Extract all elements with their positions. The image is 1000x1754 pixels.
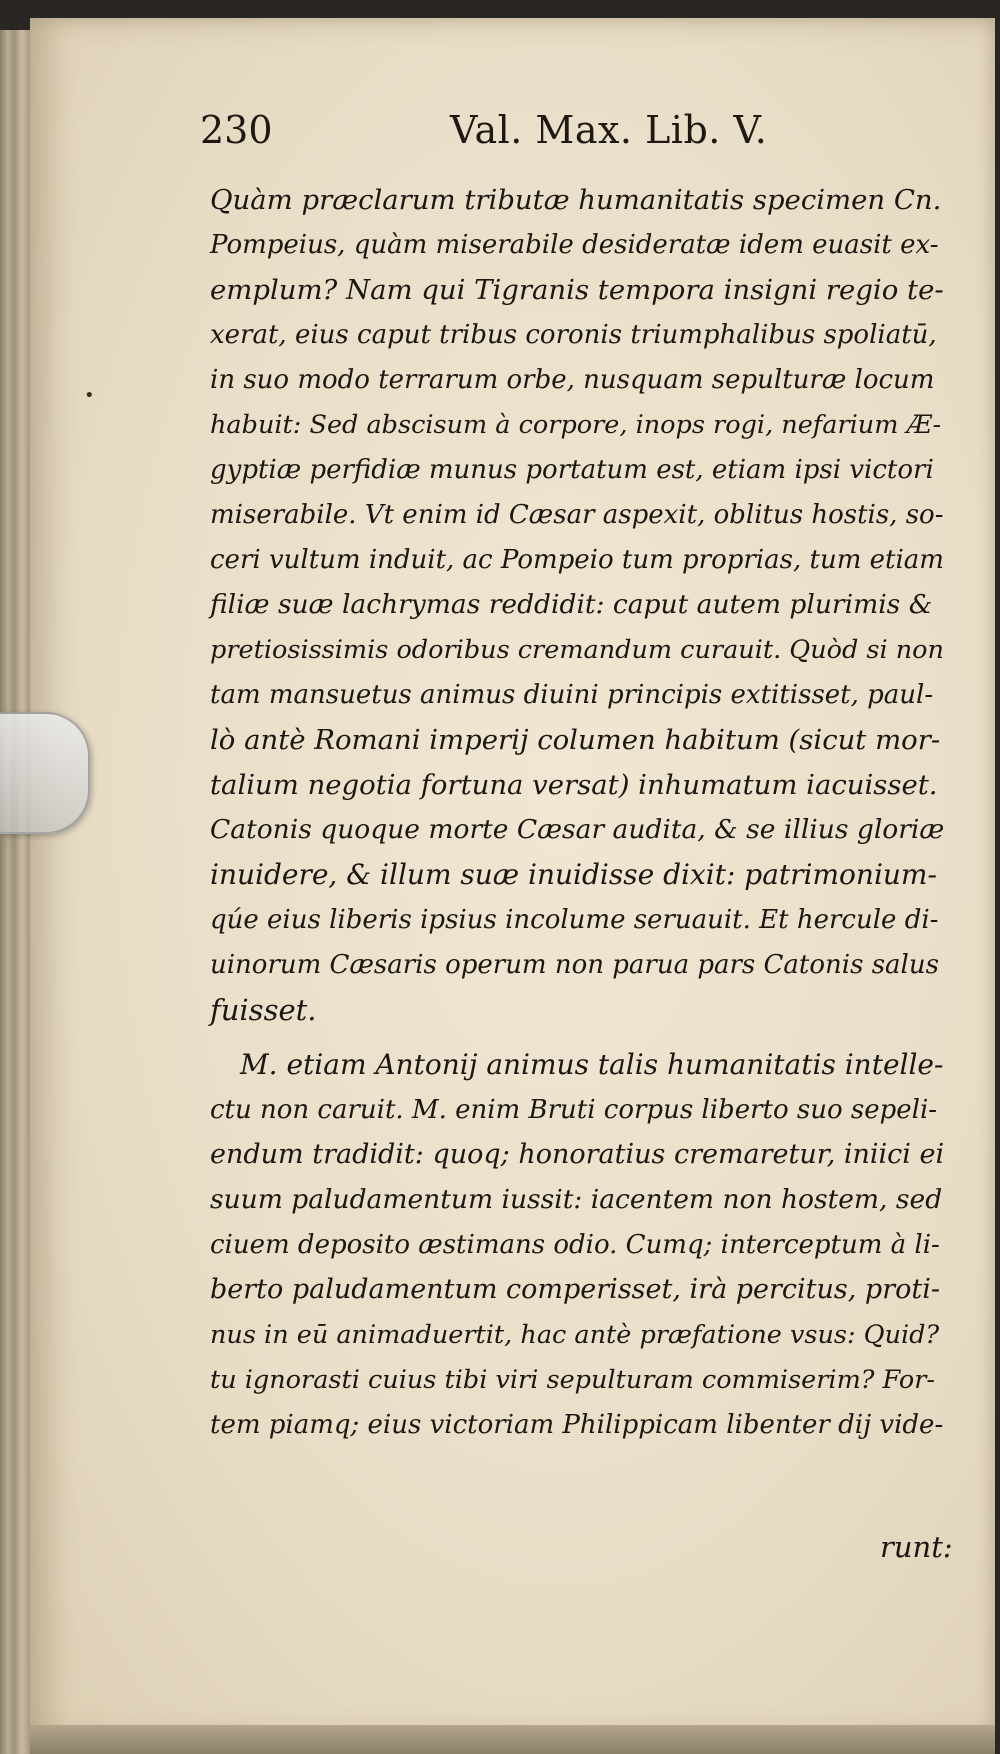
text-line: xerat, eius caput tribus coronis triumphalibus spoliatū, <box>210 320 937 350</box>
page-number: 230 <box>200 108 273 152</box>
text-line: Pompeius, quàm miserabile desideratæ idem euasit ex- <box>210 230 939 260</box>
text-line: tam mansuetus animus diuini principis extitisset, paul- <box>210 680 934 710</box>
text-line: gyptiæ perfidiæ munus portatum est, etiam ipsi victori <box>210 455 934 485</box>
text-line: filiæ suæ lachrymas reddidit: caput autem plurimis & <box>210 589 933 620</box>
page-header <box>200 108 920 158</box>
text-line: ceri vultum induit, ac Pompeio tum proprias, tum etiam <box>210 545 944 575</box>
text-line: talium negotia fortuna versat) inhumatum iacuisset. <box>210 769 938 801</box>
text-line: M. etiam Antonij animus talis humanitatis intelle- <box>240 1048 944 1081</box>
text-line: Quàm præclarum tributæ humanitatis specimen Cn. <box>210 184 942 216</box>
text-line: ctu non caruit. M. enim Bruti corpus liberto suo sepeli- <box>210 1095 938 1125</box>
text-line: in suo modo terrarum orbe, nusquam sepulturæ locum <box>210 365 935 395</box>
text-line: qúe eius liberis ipsius incolume seruauit. Et hercule di- <box>210 905 939 935</box>
page-bottom-edge <box>30 1725 995 1754</box>
catchword: runt: <box>880 1530 953 1564</box>
text-line: inuidere, & illum suæ inuidisse dixit: patrimonium- <box>210 858 937 891</box>
text-line: tu ignorasti cuius tibi viri sepulturam commiserim? For- <box>210 1365 936 1395</box>
text-line: fuisset. <box>210 993 317 1027</box>
page-clip <box>0 712 90 834</box>
text-line: nus in eū animaduertit, hac antè præfatione vsus: Quid? <box>210 1320 940 1350</box>
text-line: lò antè Romani imperij columen habitum (sicut mor- <box>210 724 941 756</box>
margin-mark: • <box>84 385 95 406</box>
text-line: pretiosissimis odoribus cremandum curauit. Quòd si non <box>210 635 944 665</box>
text-line: suum paludamentum iussit: iacentem non hostem, sed <box>210 1184 943 1215</box>
text-line: uinorum Cæsaris operum non parua pars Catonis salus <box>210 950 939 980</box>
text-line: tem piamq; eius victoriam Philippicam libenter dij vide- <box>210 1410 944 1440</box>
running-head: Val. Max. Lib. V. <box>450 108 768 152</box>
text-line: miserabile. Vt enim id Cæsar aspexit, oblitus hostis, so- <box>210 500 944 530</box>
text-line: berto paludamentum comperisset, irà percitus, proti- <box>210 1274 940 1305</box>
text-line: habuit: Sed abscisum à corpore, inops rogi, nefarium Æ- <box>210 410 942 440</box>
text-line: ciuem deposito æstimans odio. Cumq; interceptum à li- <box>210 1230 940 1260</box>
text-line: Catonis quoque morte Cæsar audita, & se illius gloriæ <box>210 814 945 845</box>
text-line: emplum? Nam qui Tigranis tempora insigni regio te- <box>210 274 944 306</box>
text-line: endum tradidit: quoq; honoratius cremaretur, iniici ei <box>210 1139 945 1170</box>
